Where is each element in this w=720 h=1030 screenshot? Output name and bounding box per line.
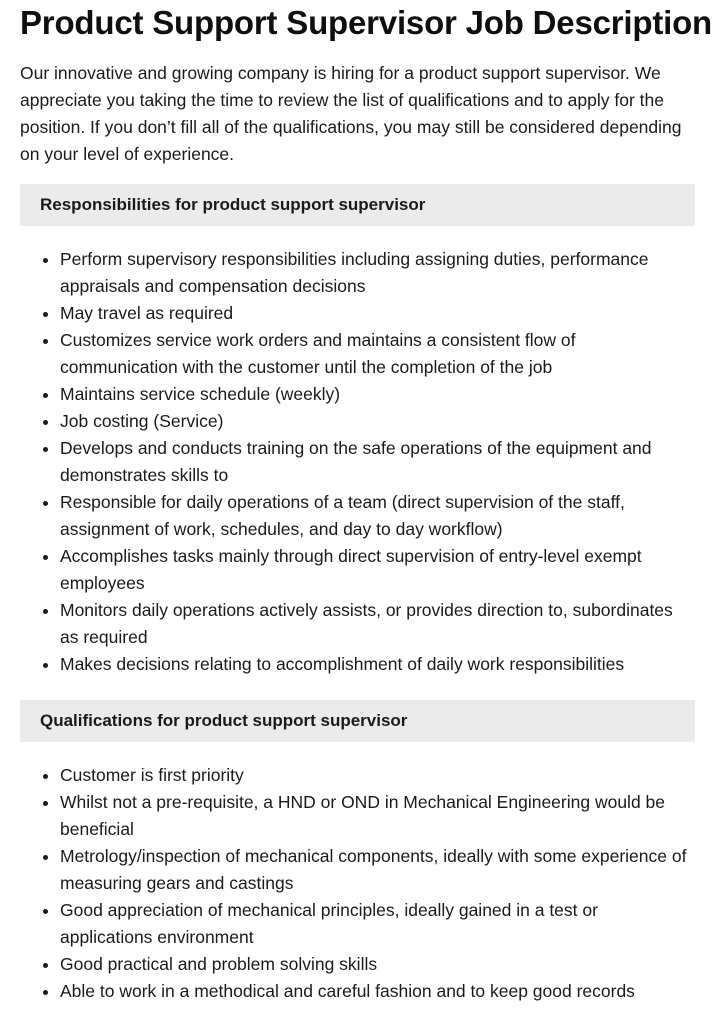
list-item: • Whilst not a pre-requisite, a HND or OND in Mechanical Engineering would be beneficial (60, 789, 695, 843)
responsibilities-list (20, 246, 695, 678)
list-item: • Responsible for daily operations of a team (direct supervision of the staff, assignment of work, schedules, and day to day workflow) (60, 489, 695, 543)
intro-paragraph: Our innovative and growing company is hiring for a product support supervisor. We appreciate you taking the time to review the list of qualifications and to apply for the position. If you don’t fill all of the qualifications, you may still be considered depending on your level of experience. (20, 63, 682, 164)
list-item: • Customizes service work orders and maintains a consistent flow of communication with the customer until the completion of the job (60, 327, 695, 381)
list-item: • Monitors daily operations actively assists, or provides direction to, subordinates as required (60, 597, 695, 651)
list-item: • Good practical and problem solving skills (60, 951, 695, 978)
section-spacer (20, 678, 695, 684)
list-item: • Customer is first priority (60, 762, 695, 789)
page-title: Product Support Supervisor Job Description (20, 4, 713, 41)
list-item: • Able to work in a methodical and careful fashion and to keep good records (60, 978, 695, 1005)
qualifications-heading: Qualifications for product support supervisor (20, 700, 695, 742)
list-item: • May travel as required (60, 300, 695, 327)
list-item: • Develops and conducts training on the safe operations of the equipment and demonstrates skills to (60, 435, 695, 489)
list-item: • Good appreciation of mechanical principles, ideally gained in a test or applications environment (60, 897, 695, 951)
list-item: • Maintains service schedule (weekly) (60, 381, 695, 408)
responsibilities-heading: Responsibilities for product support supervisor (20, 184, 695, 226)
list-item: • Accomplishes tasks mainly through direct supervision of entry-level exempt employees (60, 543, 695, 597)
qualifications-list (20, 762, 695, 1005)
list-item: • Makes decisions relating to accomplishment of daily work responsibilities (60, 651, 695, 678)
list-item: • Metrology/inspection of mechanical components, ideally with some experience of measuring gears and castings (60, 843, 695, 897)
list-item: • Perform supervisory responsibilities including assigning duties, performance appraisals and compensation decisions (60, 246, 695, 300)
list-item: • Job costing (Service) (60, 408, 695, 435)
